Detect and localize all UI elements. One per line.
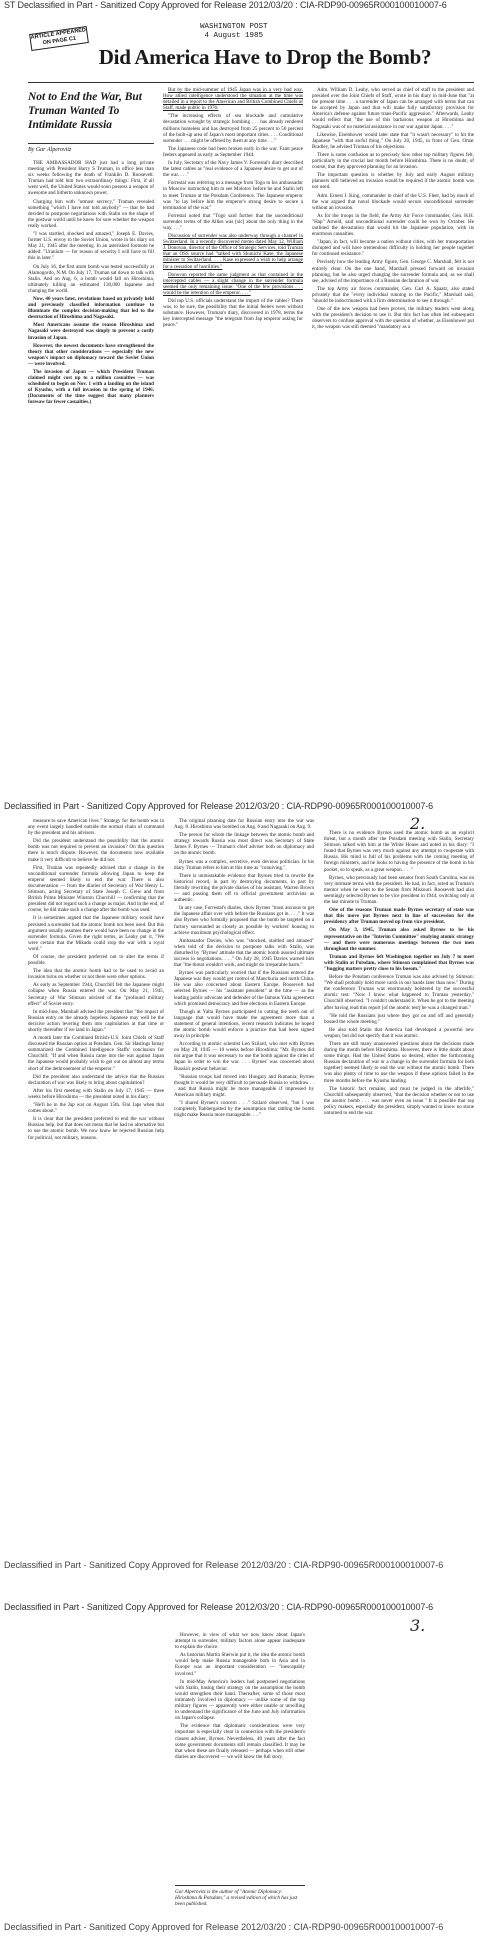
- paragraph: In any case, Forrestal's diaries, show Byrnes "most anxious to get the Japanese affair over with before the Russians got in. . . ." It was also Byrnes who formally proposed that the bomb be targeted on a factory surrounded as closely as possible by workers' housing to achieve maximum psychological effect.: [174, 905, 314, 936]
- article-page-1: [0, 0, 500, 800]
- paragraph: It is clear that the president preferred to end the war without Russian help, but that does not mean that he had no alternative but to use the atomic bomb. We now know he rejected Russian help for political, not military, reasons.: [28, 1116, 164, 1141]
- paragraph: measure to save American lives." Strategy for the bomb was in any event largely handled outside the normal chain of command by the president and his advisers.: [28, 818, 164, 837]
- paragraph: Now, 40 years later, revelations based on privately held and previously classified information continue to illuminate the complex decision-making that led to the destruction of Hiroshima and Nagasaki.: [28, 295, 154, 321]
- paragraph: "The increasing effects of sea blockade and cumulative devastation wrought by strategic bombing . . . has already rendered millions homeless and has destroyed from 25 percent to 50 percent of the built-up area of Japan's most important cities. . . . Conditional surrender . . . might be offered by them at any time . . .": [163, 113, 303, 144]
- paragraph: Truman and Byrnes left Washington together on July 7 to meet with Stalin at Potsdam, where Stimson complained that Byrnes was "hugging matters pretty close to his bosom.": [324, 953, 474, 972]
- paragraph: The invasion of Japan — which President Truman claimed might cost up to a million casualties — was scheduled to begin on Nov. 1 with a landing on the island of Kyushu, with a full invasion in the spring of 1946. (Documents of the time suggest that many planners foresaw far fewer casualties.): [28, 369, 154, 406]
- paragraph: Adm. William D. Leahy, who served as chief of staff to the president and presided over the Joint Chiefs of Staff, wrote in his diary in mid-June that "at the present time . . . a surrender of Japan can be arranged with terms that can be accepted by Japan and that will make fully satisfactory provision for America's defense against future trans-Pacific aggression." Afterwards, Leahy would reflect that "the use of this barbarous weapon at Hiroshima and Nagasaki was of no material assistance in our war against Japan. . . .": [312, 87, 474, 130]
- paragraph: Did the president also understand the advice that the Russian declaration of war was likely to bring about capitulation?: [28, 1073, 164, 1086]
- paragraph: Though at Yalta Byrnes participated in cutting the teeth out of language that would have made the agreement more than a statement of general intentions, recent research indicates he hoped the atomic bomb would enforce a practice that had been signed away in principle.: [174, 1008, 314, 1040]
- paragraph: On July 16, the first atom bomb was tested successfully at Alamogordo, N.M. On July 17, Truman sat down to talk with Stalin. And on Aug. 6, a bomb would fall on Hiroshima, ultimately killing an estimated 130,000 Japanese and changing the world.: [28, 263, 154, 294]
- declassification-header: ST Declassified in Part - Sanitized Copy Approved for Release 2012/03/20 : CIA-RDP90-00965R000100010007-6: [4, 0, 447, 10]
- paragraph: Did the president understand the possibility that the atomic bomb was not required to prevent an invasion? On this question there is much dispute. However, the documents now available make it very difficult to believe he did not.: [28, 838, 164, 863]
- paragraph: As for the troops in the field, the Army Air Force commander, Gen. H.H. "Hap" Arnold, said unconditional surrender could be won by October. He outlined the devastation that would hit the Japanese population, with its enormous casualties.: [312, 212, 474, 238]
- byline-rule: [28, 143, 154, 144]
- paragraph: There is unmistakable evidence that Byrnes tried to rewrite the historical record, in part by destroying documents, in part by literally rewriting the private diaries of his assistant, Warren Brown — and passing them off to official government archivists as authentic.: [174, 872, 314, 904]
- paragraph: Of course, the president preferred not to alter the terms if possible.: [28, 953, 164, 967]
- paragraph: The evidence that diplomatic considerations were very important is especially clear in connection with the president's closest adviser, Byrnes. Nevertheless, 40 years after the fact some government documents still remain classified. It may be that when these are finally released — perhaps when still other diaries are discovered — we will know the full story.: [175, 1723, 305, 1760]
- article-headline: Did America Have to Drop the Bomb?: [98, 45, 432, 69]
- paragraph: It is sometimes argued that the Japanese military would have persisted a surrender had the atomic bomb not been used. But this argument usually assumes there would have been no change in the surrender formula. Given the right terms, as Leahy put it, "We were certain that the Mikado could stop the war with a royal word.": [28, 915, 164, 952]
- p2-column-1: [28, 818, 164, 1553]
- paragraph: There is no evidence Byrnes used the atomic bomb as an explicit threat, but a month after the Potsdam meeting with Stalin, Secretary Stimson talked with him at the White House and noted in his diary: "I found that Byrnes was very much against any attempt to cooperate with Russia. His mind is full of his problems with the coming meeting of foreign ministers, and he looks to having the presence of the bomb in his pocket, so to speak, as a great weapon. . . .": [324, 830, 474, 873]
- article-deck: Not to End the War, But Truman Wanted To Intimidate Russia: [28, 91, 142, 131]
- paragraph: Byrnes was particularly worried that if the Russians entered the Japanese war they would get control of Manchuria and north China. He was also concerned about Eastern Europe. Roosevelt had selected Byrnes — his "assistant president" at the time — as the leading public advocate and defender of the famous Yalta agreement which promised democracy and free elections in Eastern Europe.: [174, 970, 314, 1007]
- paragraph: On May 3, 1945, Truman also asked Byrnes to be his representative on the "Interim Committee" studying atomic strategy — and there were numerous meetings between the two men throughout the summer.: [324, 927, 474, 952]
- newspaper-info: [200, 23, 268, 41]
- paragraph: The original planning date for Russian entry into the war was Aug. 8. Hiroshima was bombed on Aug. 6 and Nagasaki on Aug. 9.: [174, 818, 314, 831]
- paragraph: Donovan reported the same judgment as that contained in the intercepted cables — a slight change in the surrender formula seemed the only remaining issue: "One of the few provisions . . . would be the retention of the emperor. . . .": [163, 271, 303, 296]
- paragraph: Before the Potsdam conference Truman was also advised by Stimson: "We shall probably hold more cards in our hands later than now." During the conference Truman was enormously bolstered by the successful atomic test: "Now I know what happened to Truman yesterday," Churchill observed. "I couldn't understand it. When he got to the meeting after having read this report [of the atomic test] he was a changed man.": [324, 974, 474, 1011]
- paragraph: He also told Stalin that America had developed a powerful new weapon, but did not specify that it was atomic.: [324, 1026, 474, 1039]
- p1-column-3: [312, 87, 474, 792]
- declassification-header: Declassified in Part - Sanitized Copy Approved for Release 2012/03/20 : CIA-RDP90-00965R000100010007-6: [4, 801, 434, 811]
- paragraph: After his first meeting with Stalin on July 17, 1945 — three weeks before Hiroshima — the president noted in his diary:: [28, 1087, 164, 1100]
- paragraph: Ambassador Davies, who was "shocked, startled and amazed" when told of the decision to postpone talks with Stalin, was disturbed by "Byrnes' attitude that the atomic bomb assured ultimate success in negotiations. . . ." On July 28, 1945 Davies warned him that "the threat wouldn't work, and might do irreparable harm.": [174, 937, 314, 969]
- author-note: Gar Alperovitz is the author of "Atomic Diplomacy: Hiroshima & Potsdam," a revised edition of which has just been published.: [175, 1889, 298, 1907]
- paragraph: The important question is whether by July and early August military planners still believed an invasion would be required if the atomic bomb was not used.: [312, 172, 474, 191]
- paragraph: "He told the Russians just where they got on and off and generally bossed the whole meeting.": [324, 1012, 474, 1025]
- paragraph: The idea that the atomic bomb had to be used to avoid an invasion turns on whether or not there were other options.: [28, 968, 164, 981]
- page-number: 3.: [410, 1616, 426, 1635]
- paragraph: "I was startled, shocked and amazed," Joseph E. Davies, former U.S. envoy to the Soviet Union, wrote in his diary on May 21, 1945 after the meeting. In an asterisked footnote he added: "Uranium — for reason of security I will have to fill this in later.": [28, 231, 154, 262]
- paragraph: Most Americans assume the reason Hiroshima and Nagasaki were destroyed was simply to prevent a costly invasion of Japan.: [28, 322, 154, 341]
- paragraph: There are still many unanswered questions about the decisions made during the month before Hiroshima. However, there is little doubt about some things. Had the United States so desired, either the forthcoming Russian declaration of war or a change in the surrender formula for both together) seemed likely to end the war without the atomic bomb. There was also plenty of time to use the weapon if these options failed in the three months before the Kyushu landing.: [324, 1041, 474, 1084]
- newspaper-name: WASHINGTON POST: [200, 23, 268, 31]
- paragraph: The top Army air forces commander, Gen. Carl A. Spaatz, also stated privately that the "every individual running to the Pacific," Marshall said, "should be indoctrinated with a firm determination to see it through.": [312, 285, 474, 304]
- paragraph: In mid-May America's leaders had postponed negotiations with Stalin, basing their strategy on the assumption the bomb would strengthen their hand. Thereafter, some of those most intimately involved in diplomacy — unlike some of the top military figures — apparently were either unable or unwilling to understand the significance of the June and July information on Japan's collapse.: [175, 1678, 305, 1722]
- paragraph: Byrnes, who previously had been senator from South Carolina, was on very intimate terms with the president. He had, in fact, acted as Truman's mentor when he went to the Senate from Missouri. Roosevelt had also seemingly selected Byrnes to be vice president in 1944, switching only at the last minute to Truman.: [324, 874, 474, 906]
- article-page-3: [0, 1600, 500, 1944]
- p2-column-2: [174, 818, 314, 1553]
- paragraph: In mid-June, Marshall advised the president that "the impact of Russian entry on the already hopeless Japanese may well be the decisive action levering them into capitulation at that time or shortly thereafter if we land in Japan.": [28, 1008, 164, 1033]
- declassification-footer: Declassified in Part - Sanitized Copy Approved for Release 2012/03/20 : CIA-RDP90-00965R000100010007-6: [4, 1560, 444, 1570]
- article-page-2: [0, 800, 500, 1600]
- paragraph: Byrnes was a complex, secretive, even devious politician. In his diary Truman refers to him at this time as "conniving.": [174, 858, 314, 871]
- paragraph: In July, Secretary of the Navy James V. Forrestal's diary described the latest cables as "real evidence of a Japanese desire to get out of the war. . . .": [163, 160, 303, 179]
- paragraph: Adm. Ernest J. King, commander in chief of the U.S. Fleet, had by much of the war argued that naval blockade would secure unconditional surrender without an invasion.: [312, 192, 474, 211]
- publication-date: 4 August 1985: [204, 32, 264, 40]
- paragraph: The Japanese code had been broken early in the war. Faint peace feelers appeared as early as September 1944.: [163, 145, 303, 158]
- paragraph: "He'll be in the Jap war on August 15th. Fini Japs when that comes about.": [28, 1102, 164, 1115]
- paragraph: A month later the Combined British-U.S. Joint Chiefs of Staff discussed the Russian option at Potsdam. Gen. Sir Hastings Ismay summarized the Combined Intelligence Staffs' conclusion for Churchill: "If and when Russia came into the war against Japan the Japanese would probably wish to get out on almost any terms short of the dethronement of the emperor.": [28, 1035, 164, 1072]
- paragraph: First, Truman was repeatedly advised that a change in the unconditional surrender formula allowing Japan to keep the emperor seemed likely to end the war. There is also documentation — from the diaries of Secretary of War Henry L. Stimson, acting Secretary of State Joseph C. Grew and from British Prime Minister Winston Churchill — confirming that the president did not regard such a change as major. And in the end, of course, he did make such a change after the bomb was used.: [28, 864, 164, 914]
- paragraph: Discussion of surrender was also underway through a channel in Switzerland. In a recently discovered memo dated May 12, William J. Donovan, director of the Office of Strategic Services, told Truman that an OSS source had "talked with Shunichi Kase, the Japanese minister to Switzerland. . . . Kase expressed a wish to help arrange for a cessation of hostilities.": [163, 233, 303, 270]
- p3-column-1: [175, 1632, 305, 1877]
- p2-column-3: [324, 830, 474, 1553]
- paragraph: The historic fact remains, and must be judged in the afterlife," Churchill subsequently observed, "that the decision whether or not to use the atomic bomb . . . was never even an issue." It is possible that top policy makers, especially the president, simply wanted to know no stone unturned to end the war.: [324, 1085, 474, 1117]
- paragraph: "I shared Byrnes's concern . . ." Szilard observed, "but I was completely flabbergasted by the assumption that rattling the bomb might make Russia more manageable. . . .": [174, 1100, 314, 1119]
- paragraph: There is some confusion as to precisely how other top military figures felt, particularly in the crucial last month before Hiroshima. There is no doubt, of course, that they approved planning for an invasion.: [312, 151, 474, 171]
- paragraph: Forrestal was referring to a message from Togo to his ambassador in Moscow instructing him to see Molotov before he and Stalin left to meet Truman at the Potsdam Conference. The Japanese emperor was "to lay before him the emperor's strong desire to secure a termination of the war.": [163, 180, 303, 211]
- paragraph: The person for whom the linkage between the atomic bomb and strategy towards Russia was most direct was Secretary of State James F. Byrnes — Truman's chief adviser both on diplomacy and on the atomic bomb.: [174, 832, 314, 857]
- p1-column-2: [163, 87, 303, 792]
- paragraph: But by the mid-summer of 1945 Japan was in a very bad way. How allied intelligence understood the situation at the time was detailed in a report to the American and British Combined Chiefs of Staff, made public in 1976:: [163, 87, 303, 112]
- paragraph: According to atomic scientist Leo Szilard, who met with Byrnes on May 28, 1945 — 10 weeks before Hiroshima: "Mr. Byrnes did not argue that it was necessary to use the bomb against the cities of Japan in order to win the war. . . . Byrnes' was concerned about Russia's postwar behavior.: [174, 1041, 314, 1072]
- paragraph: One of the new weapon had been proven, the military leaders went along with the president's decision to use it. But this fact has often led subsequent observers to confuse approval with the question of whether, as Eisenhower put it, the weapon was still deemed "mandatory as a: [312, 306, 474, 331]
- p1-column-1: [28, 160, 154, 790]
- paragraph: Forrestal noted that "Togo said further that the unconditional surrender terms of the Allies was [sic] about the only thing in the way. . . .": [163, 212, 303, 231]
- paragraph: Did top U.S. officials understand the import of the cables? There was, to be sure, the possibility that the initial feelers were without substance. However, Truman's diary, discovered in 1978, terms the key intercepted message "the telegram from Jap emperor asking for peace.": [163, 298, 303, 329]
- paragraph: "Japan, in fact, will become a nation without cities, with her transportation disrupted and will have tremendous difficulty in holding her people together for continued resistance.": [312, 239, 474, 258]
- page-number: 2.: [410, 814, 426, 833]
- paragraph: THE AMBASSADOR HAD just had a long private meeting with President Harry S Truman, in office less than six weeks following the death of Franklin D. Roosevelt. Truman had told him two extraordinary things: First, if all went well, the United States would soon possess a weapon of awesome and hitherto unknown power.: [28, 160, 154, 197]
- author-note-rule: [175, 1885, 305, 1886]
- paragraph: Likewise, Eisenhower would later state that "it wasn't necessary" to hit the Japanese "with that awful thing." On July 20, 1945, in front of Gen. Omar Bradley, he advised Truman of his objections.: [312, 131, 474, 150]
- article-byline: By Gar Alperovitz: [28, 147, 72, 153]
- paragraph: As early as September 1944, Churchill felt the Japanese might collapse when Russia entered the war. On May 21, 1945, Secretary of War Stimson advised of the "profound military effect" of Soviet entry.: [28, 982, 164, 1007]
- article-appeared-stamp: ARTICLE APPEARED ON PAGE C1: [29, 26, 89, 51]
- headline-rule: [28, 82, 474, 83]
- paragraph: However, in view of what we now know about Japan's attempt to surrender, military factors alone appear inadequate to explain the choice.: [175, 1632, 305, 1651]
- paragraph: One of the reasons Truman made Byrnes secretary of state was that this move put Byrnes next in line of succession for the presidency after Truman moved up from vice president.: [324, 907, 474, 926]
- paragraph: "Russian troops had moved into Hungary and Rumania; Byrnes thought it would be very difficult to persuade Russia to withdraw . . . and that Russia might be more manageable if impressed by American military might.: [174, 1073, 314, 1098]
- declassification-footer: Declassified in Part - Sanitized Copy Approved for Release 2012/03/20 : CIA-RDP90-00965R000100010007-6: [4, 1922, 444, 1932]
- declassification-header: Declassified in Part - Sanitized Copy Approved for Release 2012/03/20 : CIA-RDP90-00965R000100010007-6: [4, 1602, 434, 1612]
- paragraph: Charging him with "utmost secrecy," Truman revealed something "which I have not told anybody" — that he had decided to postpone negotiations with Stalin on the shape of the postwar world until he knew for sure whether the weapon really worked.: [28, 198, 154, 229]
- paragraph: However, the newest documents have strengthened the theory that other considerations — especially the new weapon's impact on diplomacy toward the Soviet Union — were involved.: [28, 342, 154, 367]
- paragraph: Precisely how the leading Army figure, Gen. George C. Marshall, felt is not entirely clear. On the one hand, Marshall pressed forward on invasion planning, but he also urged changing the surrender formula and, as we shall see, advised of the importance of a Russian declaration of war.: [312, 259, 474, 284]
- paragraph: As historian Martin Sherwin put it, the idea the atomic bomb would help make Russia manageable both in Asia and in Europe was an important consideration — "inescapably involved.": [175, 1652, 305, 1677]
